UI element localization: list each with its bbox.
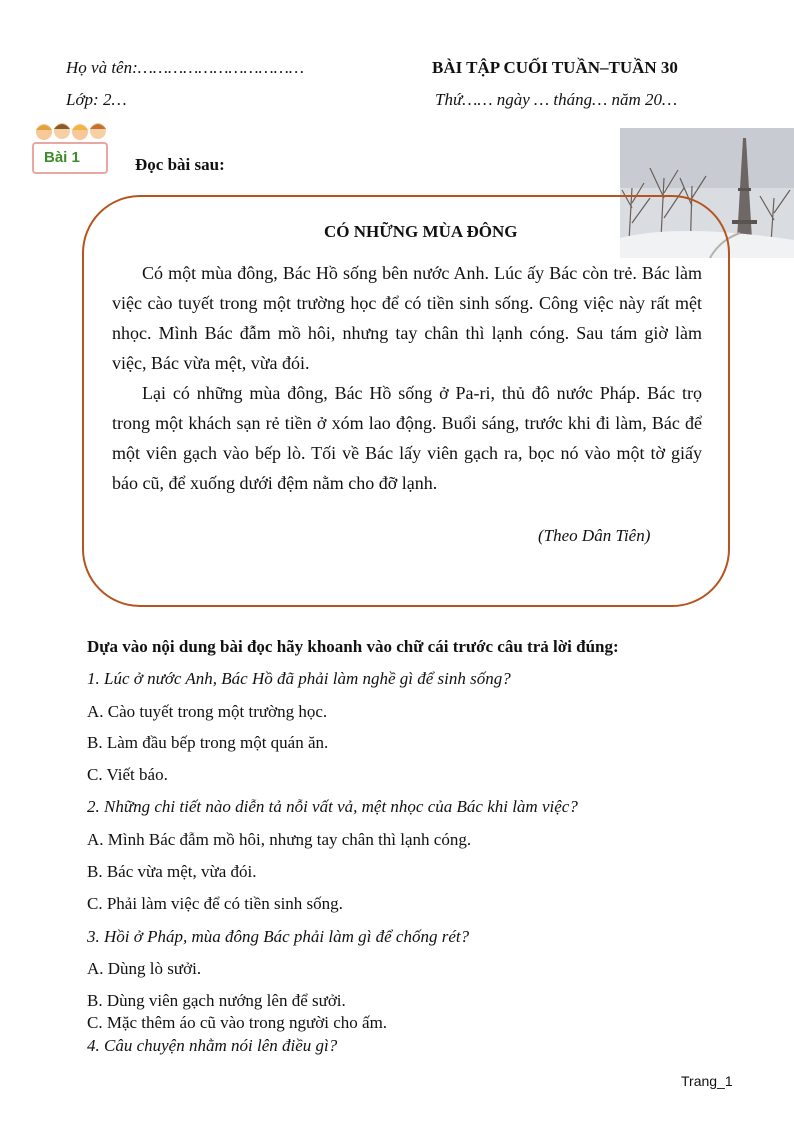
story-title: CÓ NHỮNG MÙA ĐÔNG — [324, 222, 518, 241]
name-field-label: Họ và tên:…………………………… — [66, 58, 305, 77]
page-number: Trang_1 — [681, 1073, 733, 1089]
question-1: 1. Lúc ở nước Anh, Bác Hồ đã phải làm nghề gì để sinh sống? — [87, 669, 511, 688]
worksheet-title: BÀI TẬP CUỐI TUẦN–TUẦN 30 — [432, 58, 678, 77]
question-1-option-b[interactable]: B. Làm đầu bếp trong một quán ăn. — [87, 733, 329, 752]
story-source: (Theo Dân Tiên) — [538, 526, 651, 545]
date-field-label: Thứ…… ngày … tháng… năm 20… — [435, 90, 678, 109]
question-3-option-c[interactable]: C. Mặc thêm áo cũ vào trong người cho ấm. — [87, 1013, 388, 1032]
story-body — [112, 258, 702, 498]
question-2: 2. Những chi tiết nào diễn tả nỗi vất vả, mệt nhọc của Bác khi làm việc? — [87, 797, 578, 816]
question-3-option-b[interactable]: B. Dùng viên gạch nướng lên để sưởi. — [87, 991, 346, 1010]
children-illustration-icon — [34, 120, 110, 142]
question-1-option-a[interactable]: A. Cào tuyết trong một trường học. — [87, 702, 328, 721]
exercise-badge — [32, 120, 110, 176]
question-2-option-a[interactable]: A. Mình Bác đẫm mồ hôi, nhưng tay chân thì lạnh cóng. — [87, 830, 472, 849]
question-1-option-c[interactable]: C. Viết báo. — [87, 765, 168, 784]
exercise-badge-label: Bài 1 — [44, 149, 80, 166]
question-2-option-c[interactable]: C. Phải làm việc để có tiền sinh sống. — [87, 894, 343, 913]
question-3-option-a[interactable]: A. Dùng lò sưởi. — [87, 959, 202, 978]
questions-instruction: Dựa vào nội dung bài đọc hãy khoanh vào chữ cái trước câu trả lời đúng: — [87, 637, 619, 656]
question-3: 3. Hồi ở Pháp, mùa đông Bác phải làm gì để chống rét? — [87, 927, 470, 946]
class-field-label: Lớp: 2… — [66, 90, 127, 109]
story-paragraph: Có một mùa đông, Bác Hồ sống bên nước Anh. Lúc ấy Bác còn trẻ. Bác làm việc cào tuyết trong một trường học để có tiền sinh sống. Công việc này rất mệt nhọc. Mình Bác đẫm mồ hôi, nhưng tay chân thì lạnh cóng. Sau tám giờ làm việc, Bác vừa mệt, vừa đói. — [112, 263, 702, 373]
question-2-option-b[interactable]: B. Bác vừa mệt, vừa đói. — [87, 862, 257, 881]
story-paragraph: Lại có những mùa đông, Bác Hồ sống ở Pa-ri, thủ đô nước Pháp. Bác trọ trong một khách sạn rẻ tiền ở xóm lao động. Buổi sáng, trước khi đi làm, Bác để một viên gạch vào bếp lò. Tối về Bác lấy viên gạch ra, bọc nó vào một tờ giấy báo cũ, để xuống dưới đệm nằm cho đỡ lạnh. — [112, 383, 702, 493]
exercise-instruction: Đọc bài sau: — [135, 155, 225, 174]
question-4: 4. Câu chuyện nhằm nói lên điều gì? — [87, 1036, 338, 1055]
